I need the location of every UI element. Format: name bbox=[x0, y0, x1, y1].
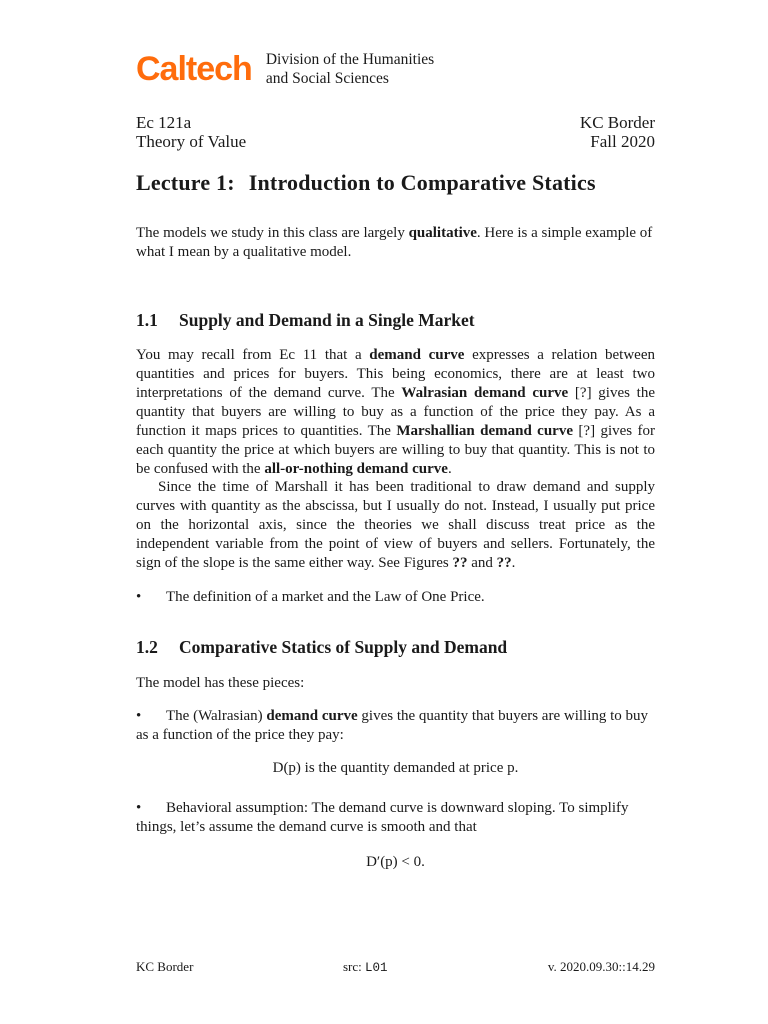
bullet-dot: • bbox=[136, 589, 142, 605]
division-line-1: Division of the Humanities bbox=[265, 51, 435, 68]
bullet-dot: • bbox=[136, 800, 142, 816]
text: . bbox=[447, 461, 452, 477]
bold-term: demand curve bbox=[369, 347, 465, 363]
text: expresses a relation between quantities and prices for buyers. This being economics, there are at least two interpretations of the demand curve. The bbox=[136, 347, 655, 401]
text: The (Walrasian) bbox=[166, 708, 267, 724]
footer-source bbox=[343, 959, 388, 975]
equation-demand-definition: D(p) is the quantity demanded at price p. bbox=[272, 760, 519, 776]
division-name bbox=[266, 50, 434, 88]
bullet-dot: • bbox=[136, 708, 142, 724]
course-code: Ec 121a bbox=[136, 113, 192, 132]
bullet-item-market-definition bbox=[136, 588, 655, 607]
section1-paragraph-2 bbox=[136, 478, 655, 573]
bold-term: all-or-nothing demand curve bbox=[264, 461, 448, 477]
section-heading-1-1 bbox=[136, 310, 475, 331]
text: . bbox=[511, 555, 516, 571]
section-title: Comparative Statics of Supply and Demand bbox=[179, 637, 508, 657]
source-label: src: bbox=[343, 959, 366, 974]
section1-paragraph-1 bbox=[136, 346, 655, 479]
text: [?] gives for each quantity the price at which buyers are willing to buy that quantity. This is not to be confused with the bbox=[136, 423, 656, 477]
instructor-name: KC Border bbox=[579, 113, 655, 132]
text: Since the time of Marshall it has been traditional to draw demand and supply curves with quantity as the abscissa, but I usually do not. Instead, I usually put price on the horizontal axis, since the theories we shall discuss treat price as the independent variable from the point of view of buyers and sellers. Fortunately, the sign of the slope is the same either way. See Figures bbox=[136, 479, 655, 571]
equation-demand-slope: D′(p) < 0. bbox=[366, 854, 425, 870]
bullet-text: Behavioral assumption: The demand curve is downward sloping. To simplify things, let’s assume the demand curve is smooth and that bbox=[136, 800, 629, 835]
course-name: Theory of Value bbox=[136, 132, 247, 151]
section-heading-1-2 bbox=[136, 637, 507, 658]
lecture-title bbox=[136, 170, 596, 196]
bold-term: demand curve bbox=[266, 708, 358, 724]
instructor-info bbox=[580, 113, 655, 151]
figure-ref: ?? bbox=[496, 555, 512, 571]
section-title: Supply and Demand in a Single Market bbox=[179, 310, 475, 330]
caltech-logo: Caltech bbox=[136, 50, 252, 88]
lecture-number: Lecture 1: bbox=[136, 170, 235, 195]
text: You may recall from Ec 11 that a bbox=[136, 347, 370, 363]
figure-ref: ?? bbox=[452, 555, 468, 571]
source-value: L01 bbox=[365, 961, 388, 975]
division-line-2: and Social Sciences bbox=[265, 70, 389, 87]
intro-text-2: . Here is a simple example of what I mean by a qualitative model. bbox=[136, 225, 653, 260]
intro-paragraph bbox=[136, 224, 655, 262]
bullet-item-behavioral-assumption bbox=[136, 799, 655, 837]
term: Fall 2020 bbox=[590, 132, 655, 151]
footer-version: v. 2020.09.30::14.29 bbox=[547, 959, 655, 974]
section-number: 1.2 bbox=[136, 637, 158, 657]
section-number: 1.1 bbox=[136, 310, 158, 330]
section2-intro: The model has these pieces: bbox=[136, 675, 305, 691]
intro-bold-qualitative: qualitative bbox=[408, 225, 477, 241]
footer-author: KC Border bbox=[136, 959, 194, 974]
bullet-text: The definition of a market and the Law of One Price. bbox=[166, 589, 485, 605]
intro-text-1: The models we study in this class are largely bbox=[136, 225, 409, 241]
bold-term: Walrasian demand curve bbox=[401, 385, 569, 401]
lecture-title-text: Introduction to Comparative Statics bbox=[248, 170, 596, 195]
header-logo-block bbox=[136, 50, 434, 88]
text: and bbox=[467, 555, 497, 571]
text: gives the quantity that buyers are willing to buy as a function of the price they pay: bbox=[136, 708, 649, 743]
text: [?] gives the quantity that buyers are willing to buy as a function of the price they pay. As a function it maps prices to quantities. The bbox=[136, 385, 655, 439]
course-info bbox=[136, 113, 246, 151]
bullet-item-demand-curve bbox=[136, 707, 655, 745]
bold-term: Marshallian demand curve bbox=[396, 423, 574, 439]
